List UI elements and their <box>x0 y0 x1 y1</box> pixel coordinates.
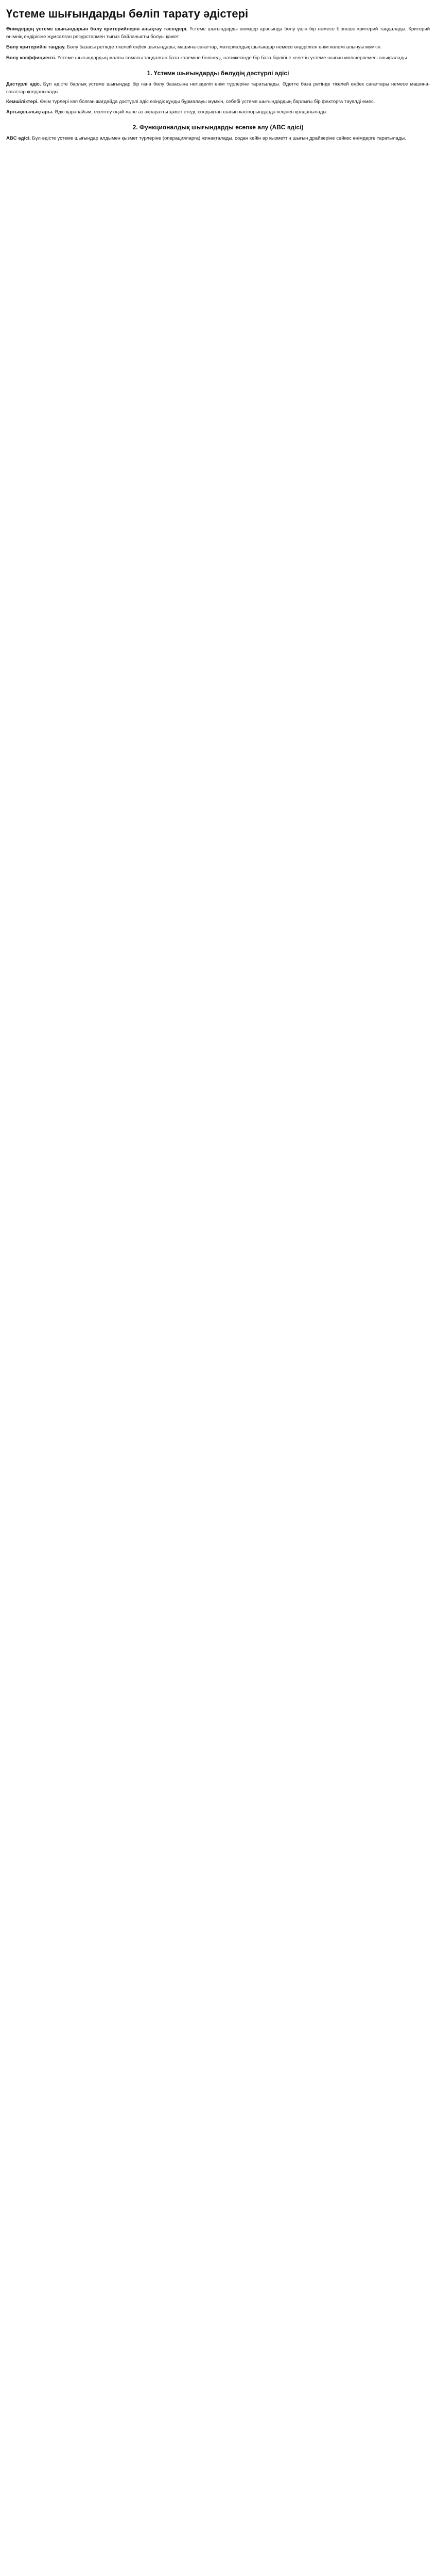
paragraph-text: Өнім түрлері көп болған жағдайда дәстүрлі әдіс өзіндік құнды бұрмалауы мүмкін, себебі үстеме шығындардың барлығы бір факторға тәуелді емес. <box>40 99 375 105</box>
section-paragraph <box>6 81 430 96</box>
paragraph-lead: ABC әдісі. <box>6 135 31 141</box>
section-body <box>6 81 430 116</box>
section-paragraph <box>6 98 430 106</box>
section-heading: 2. Функционалдық шығындарды есепке алу (ABC әдісі) <box>132 123 304 131</box>
paragraph-text: Бөлу базасы ретінде тікелей еңбек шығындары, машина-сағаттар, материалдық шығындар немесе өндірілген өнім көлемі алынуы мүмкін. <box>67 44 382 50</box>
paragraph-lead: Артықшылықтары. <box>6 109 54 115</box>
document-title: Үстеме шығындарды бөліп тарату әдістері <box>6 7 249 20</box>
document-page <box>0 0 436 165</box>
paragraph-text: Үстеме шығындардың жалпы сомасы таңдалған база көлеміне бөлінеді, нәтижесінде бір база бірлігіне келетін үстеме шығын мөлшерлемесі анықталады. <box>57 55 408 61</box>
paragraph-lead: Дәстүрлі әдіс. <box>6 81 41 87</box>
section-paragraph <box>6 135 430 143</box>
paragraph-lead: Бөлу коэффициенті. <box>6 55 57 61</box>
section-paragraph <box>6 109 430 116</box>
paragraph-text: Үстеме шығындарды өнімдер арасында бөлу үшін бір немесе бірнеше критерий таңдалады. Критерий өнімнің өндірісіне жұмсалған ресурстармен тығыз байланысты болуы қажет. <box>6 26 430 40</box>
paragraph-text: Әдіс қарапайым, есептеу оңай және аз ақпаратты қажет етеді, сондықтан шағын кәсіпорындарда кеңінен қолданылады. <box>55 109 328 115</box>
paragraph-text: Бұл әдісте барлық үстеме шығындар бір ғана бөлу базасына негізделіп өнім түрлеріне таратылады. Әдетте база ретінде тікелей еңбек сағаттары немесе машина-сағаттар қолданылады. <box>6 81 430 95</box>
paragraph-lead: Бөлу критерийін таңдау. <box>6 44 66 50</box>
paragraph-lead: Кемшіліктері. <box>6 99 39 105</box>
paragraph-lead: Өнімдердің үстеме шығындарын бөлу критерийлерін анықтау тәсілдері. <box>6 26 188 32</box>
section-body <box>6 135 430 143</box>
intro-paragraph <box>6 26 430 41</box>
section-heading: 1. Үстеме шығындарды бөлудің дәстүрлі әдісі <box>147 69 289 77</box>
intro-block <box>6 26 430 62</box>
intro-paragraph <box>6 44 430 52</box>
paragraph-text: Бұл әдісте үстеме шығындар алдымен қызмет түрлеріне (операцияларға) жинақталады, содан кейін әр қызметтің шығын драйверіне сәйкес өнімдерге таратылады. <box>32 135 406 141</box>
intro-paragraph <box>6 55 430 62</box>
